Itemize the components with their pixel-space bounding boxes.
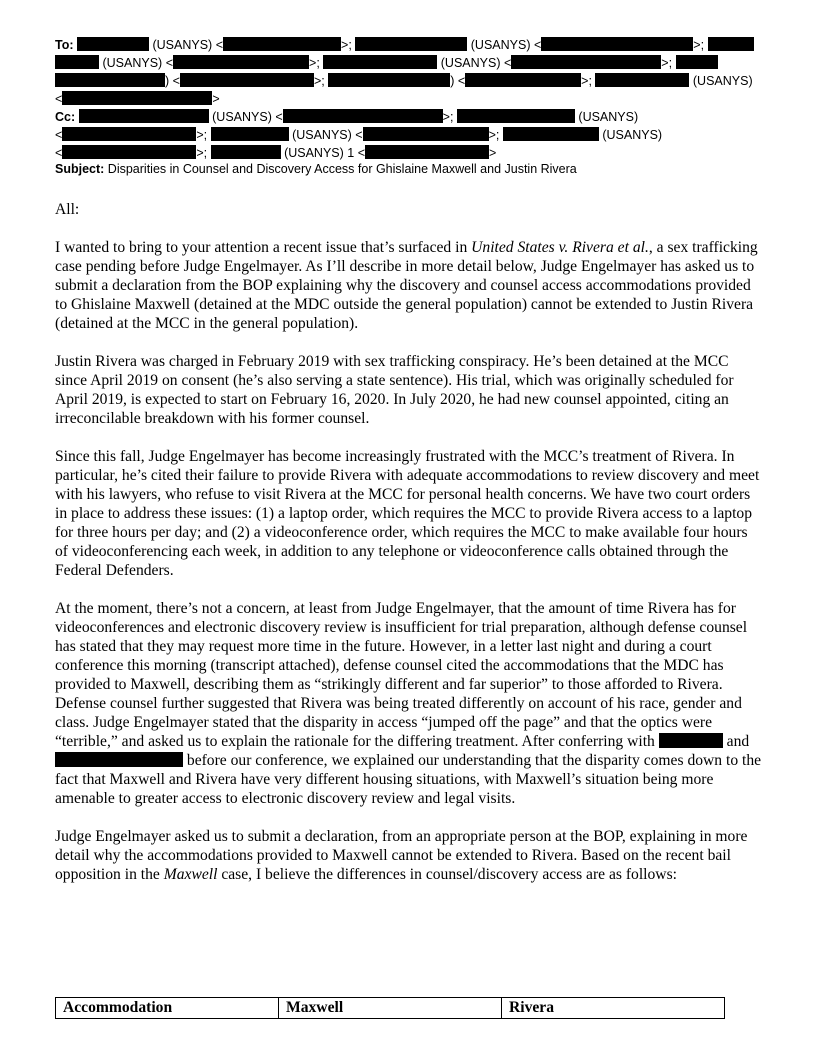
redaction (323, 55, 437, 69)
bracket: ) < (165, 74, 180, 88)
org-tag: (USANYS) 1 (284, 146, 355, 160)
redaction (511, 55, 661, 69)
redaction (55, 55, 99, 69)
redaction (62, 127, 196, 141)
org-tag: (USANYS) (152, 38, 213, 52)
bracket: > (489, 146, 497, 160)
org-tag: (USANYS) (102, 56, 163, 70)
p5-text-a: Judge Engelmayer asked us to submit a declaration, from an appropriate person at the BOP, explaining in more detail why the accommodations provided to Maxwell cannot be extended to Rivera. Based on the recent bail opposition in the (55, 828, 748, 883)
subject-label: Subject: (55, 162, 105, 176)
bracket: >; (341, 38, 352, 52)
p4-and: and (722, 733, 750, 750)
redaction (659, 733, 723, 748)
org-tag: (USANYS) (440, 56, 501, 70)
redaction (676, 55, 718, 69)
bracket: >; (693, 38, 705, 52)
bracket: < (503, 56, 512, 70)
case-name: Maxwell (163, 866, 218, 883)
redaction (365, 145, 489, 159)
paragraph-1 (55, 238, 763, 333)
to-line-2 (55, 54, 718, 72)
bracket: < (357, 146, 366, 160)
org-tag: (USANYS) (692, 74, 753, 88)
bracket: ) < (450, 74, 466, 88)
header-rivera: Rivera (502, 998, 725, 1019)
p5-text-b: case, I believe the differences in counsel/discovery access are as follows: (217, 866, 677, 883)
redaction (211, 145, 281, 159)
bracket: < (275, 110, 283, 124)
header-accommodation: Accommodation (56, 998, 279, 1019)
bracket: >; (196, 146, 208, 160)
bracket: < (355, 128, 363, 142)
redaction (55, 752, 183, 767)
case-name: United States v. Rivera et al. (471, 239, 649, 256)
p1-text-a: I wanted to bring to your attention a recent issue that’s surfaced in (55, 239, 472, 256)
paragraph-4 (55, 599, 763, 808)
bracket: < (55, 146, 63, 160)
redaction (211, 127, 289, 141)
redaction (595, 73, 689, 87)
to-line-3 (55, 72, 753, 90)
bracket: < (55, 128, 63, 142)
to-line-1 (55, 36, 754, 54)
redaction (62, 91, 212, 105)
p4-text-b: before our conference, we explained our understanding that the disparity comes down to the fact that Maxwell and Rivera have very different housing situations, with Maxwell’s situation being more amenable to greater access to electronic discovery review and legal visits. (55, 752, 762, 807)
redaction (223, 37, 341, 51)
to-label: To: (55, 38, 74, 52)
org-tag: (USANYS) (212, 110, 272, 124)
bracket: < (215, 38, 224, 52)
org-tag: (USANYS) (602, 128, 663, 142)
redaction (79, 109, 209, 123)
cc-label: Cc: (55, 110, 76, 124)
accommodation-table (55, 997, 725, 1019)
bracket: < (533, 38, 542, 52)
org-tag: (USANYS) (470, 38, 531, 52)
org-tag: (USANYS) (578, 110, 639, 124)
bracket: >; (313, 74, 325, 88)
bracket: >; (442, 110, 454, 124)
redaction (355, 37, 467, 51)
redaction (328, 73, 450, 87)
bracket: < (55, 92, 63, 106)
cc-line-2 (55, 126, 662, 144)
p4-text-a: At the moment, there’s not a concern, at least from Judge Engelmayer, that the amount of time Rivera has for videoconferences and electronic discovery review is insufficient for trial preparation, although defense counsel has stated that they may request more time in the future. However, in a letter last night and during a court conference this morning (transcript attached), defense counsel cited the accommodations that the MDC has provided to Maxwell, describing them as “strikingly different and far superior” to those afforded to Rivera. Defense counsel further suggested that Rivera was being treated differently on account of his race, gender and class. Judge Engelmayer stated that the disparity in access “jumped off the page” and that the optics were “terrible,” and asked us to explain the rationale for the differing treatment. After conferring with (55, 600, 748, 750)
table-header-row (56, 998, 725, 1019)
redaction (708, 37, 754, 51)
redaction (180, 73, 314, 87)
redaction (465, 73, 581, 87)
redaction (62, 145, 196, 159)
org-tag: (USANYS) (292, 128, 352, 142)
paragraph-2: Justin Rivera was charged in February 2019 with sex trafficking conspiracy. He’s been detained at the MCC since April 2019 on consent (he’s also serving a state sentence). His trial, which was originally scheduled for April 2019, is expected to start on February 16, 2020. In July 2020, he had new counsel appointed, citing an irreconcilable breakdown with his former counsel. (55, 353, 734, 427)
bracket: >; (581, 74, 592, 88)
cc-line-1 (55, 108, 638, 126)
redaction (283, 109, 443, 123)
redaction (55, 73, 165, 87)
email-body (55, 200, 763, 903)
redaction (503, 127, 599, 141)
cc-line-3 (55, 144, 496, 162)
redaction (363, 127, 489, 141)
redaction (173, 55, 309, 69)
header-maxwell: Maxwell (279, 998, 502, 1019)
subject-text: Disparities in Counsel and Discovery Access for Ghislaine Maxwell and Justin Rivera (107, 162, 577, 176)
redaction (541, 37, 693, 51)
paragraph-5 (55, 827, 763, 884)
to-line-4 (55, 90, 220, 108)
salutation: All: (55, 201, 80, 218)
subject-line (55, 162, 577, 176)
bracket: >; (488, 128, 500, 142)
bracket: >; (309, 56, 320, 70)
bracket: >; (196, 128, 208, 142)
bracket: > (212, 92, 220, 106)
paragraph-3: Since this fall, Judge Engelmayer has become increasingly frustrated with the MCC’s treatment of Rivera. In particular, he’s cited their failure to provide Rivera with adequate accommodations to review discovery and meet with his lawyers, who refuse to visit Rivera at the MCC for personal health concerns. We have two court orders in place to address these issues: (1) a laptop order, which requires the MCC to provide Rivera access to a laptop for three hours per day; and (2) a videoconference order, which requires the MCC to make available four hours of videoconferencing each week, in addition to any telephone or videoconference calls obtained through the Federal Defenders. (55, 448, 760, 579)
bracket: >; (661, 56, 673, 70)
p1-text-b: , a sex trafficking case pending before Judge Engelmayer. As I’ll describe in more detail below, Judge Engelmayer has asked us to submit a declaration from the BOP explaining why the discovery and counsel access accommodations provided to Ghislaine Maxwell (detained at the MDC outside the general population) cannot be extended to Justin Rivera (detained at the MCC in the general population). (55, 239, 758, 332)
redaction (77, 37, 149, 51)
bracket: < (165, 56, 174, 70)
redaction (457, 109, 575, 123)
